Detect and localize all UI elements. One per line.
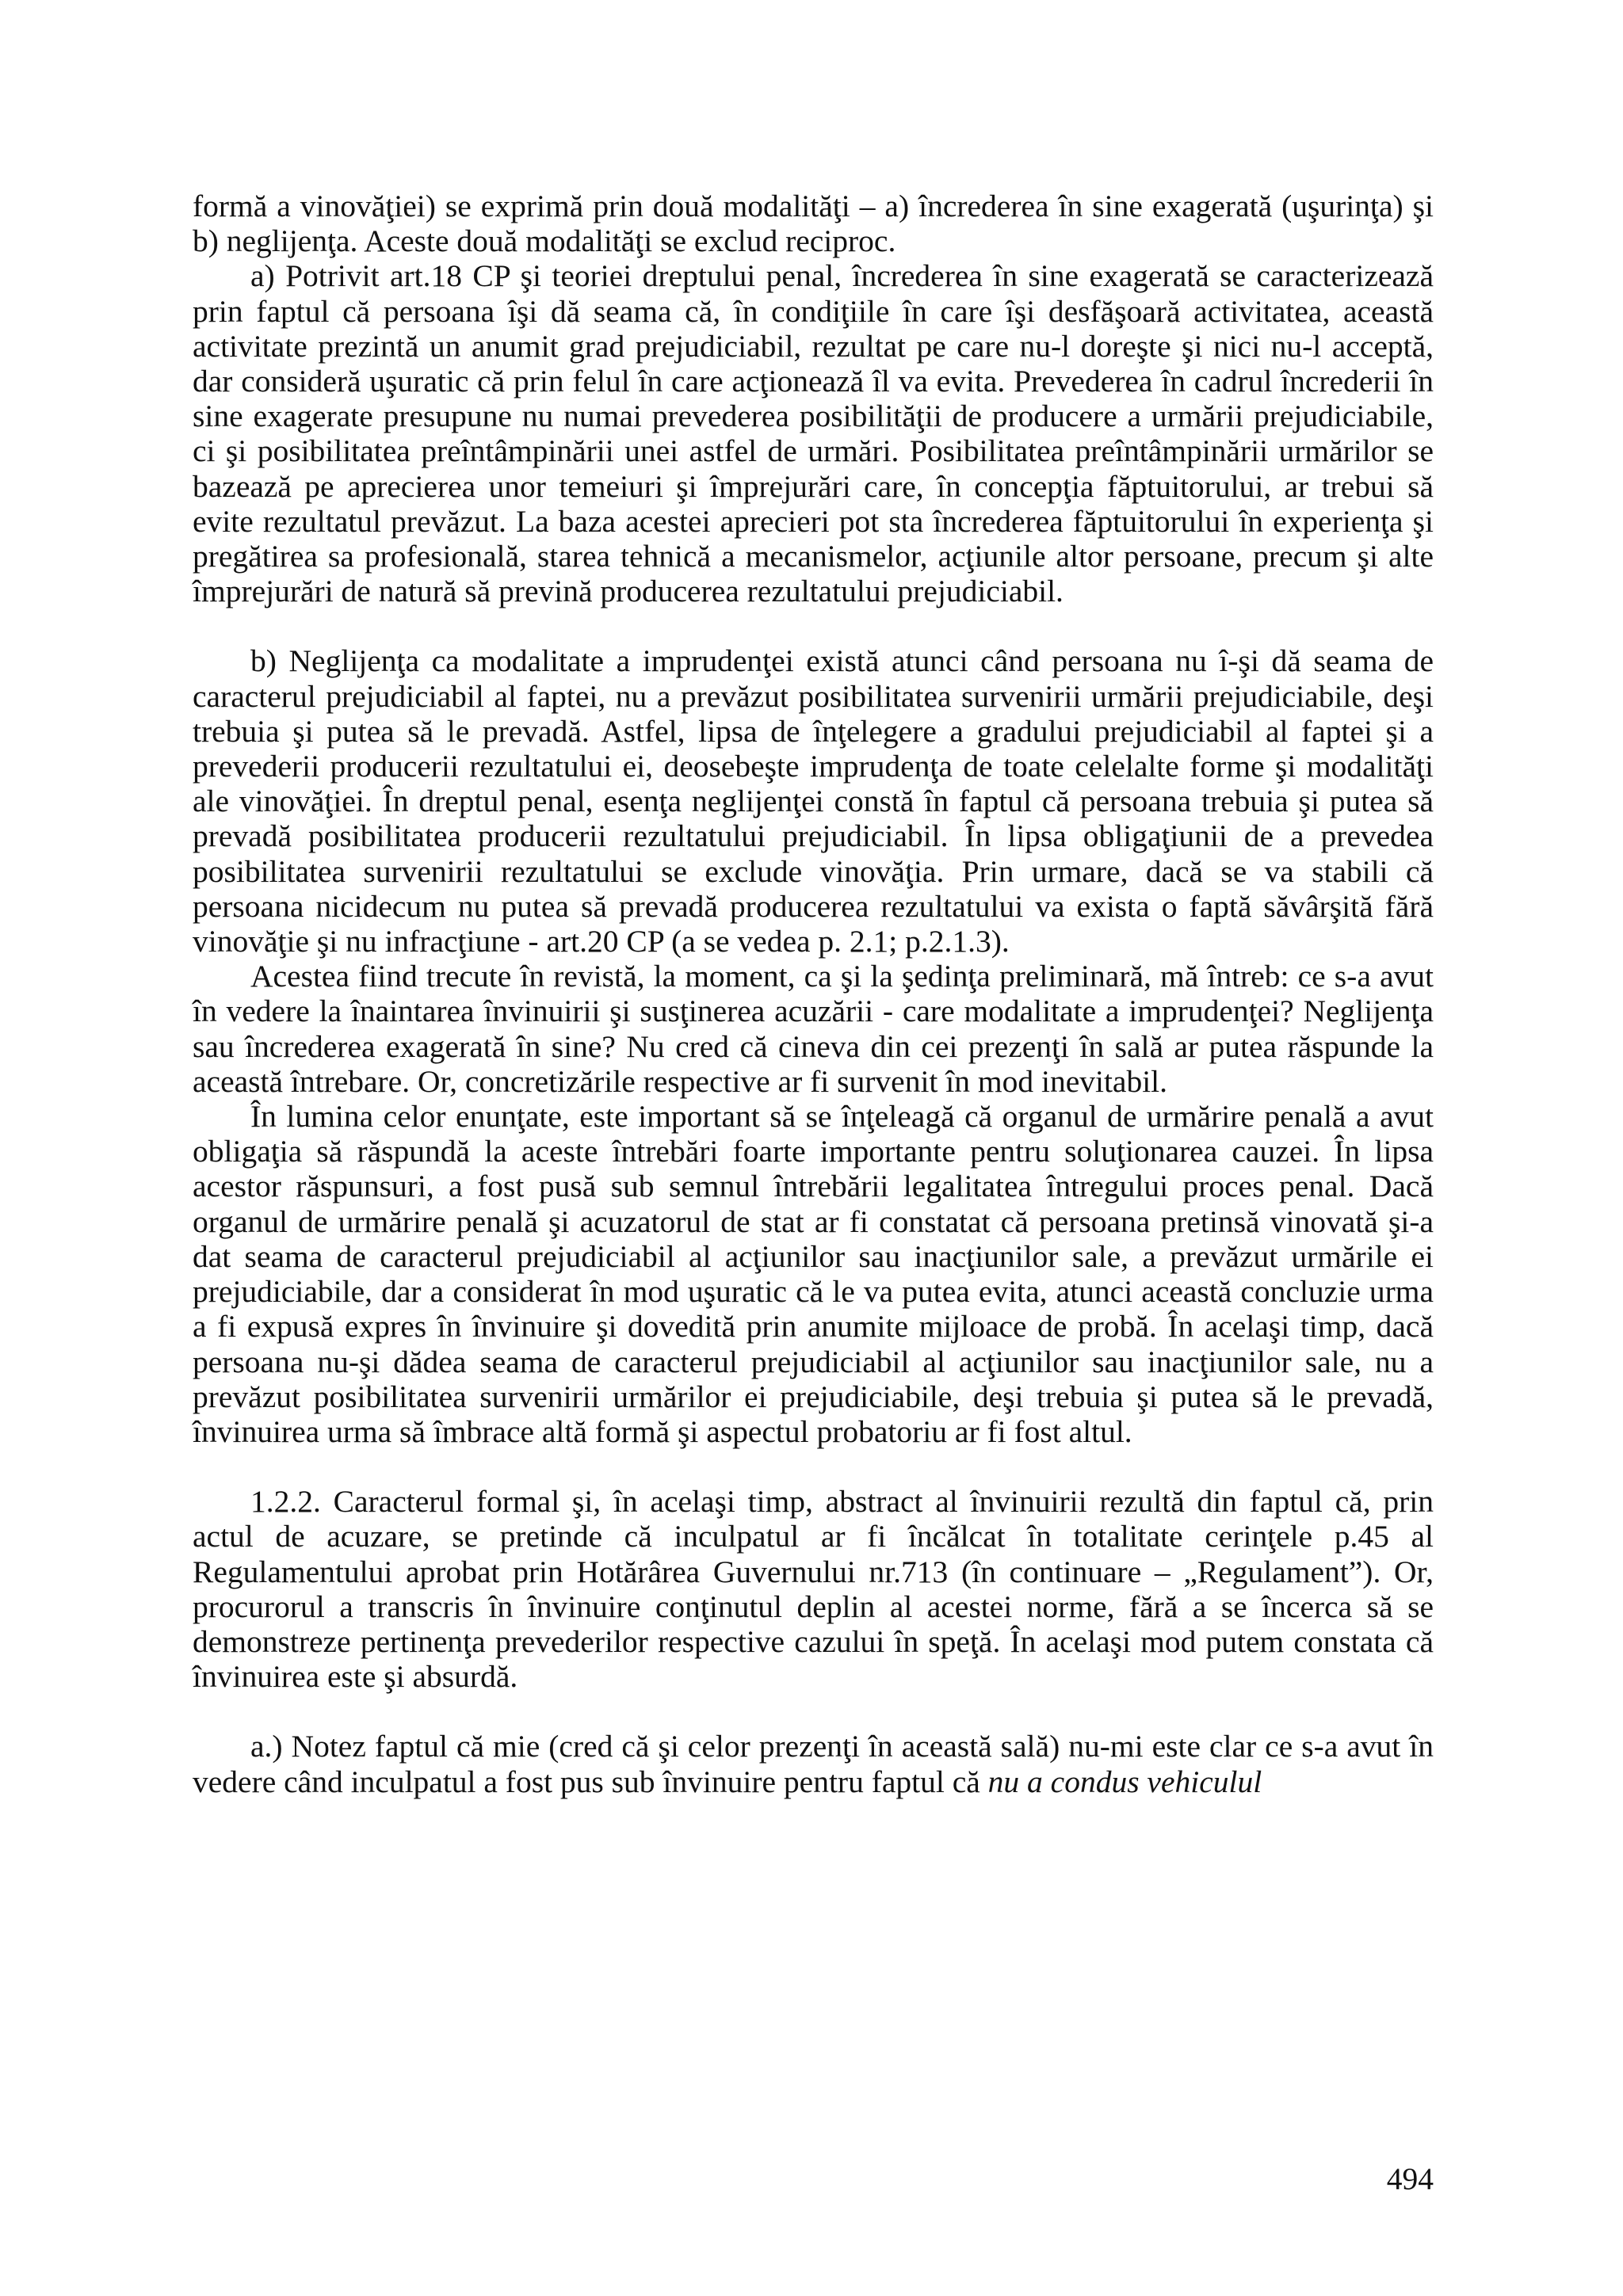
page-number: 494 — [1386, 2161, 1434, 2196]
paragraph-negligence: b) Neglijenţa ca modalitate a imprudenţei există atunci când persoana nu î-şi dă seama de caracterul prejudiciabil al faptei, nu a prevăzut posibilitatea survenirii urmării prejudiciabile, deşi trebuia şi putea să le prevadă. Astfel, lipsa de înţelegere a gradului prejudiciabil al faptei şi a prevederii producerii rezultatului ei, deosebeşte imprudenţa de toate celelalte forme şi modalităţi ale vinovăţiei. În dreptul penal, esenţa neglijenţei constă în faptul că persoana trebuia şi putea să prevadă posibilitatea producerii rezultatului prejudiciabil. În lipsa obligaţiunii de a prevedea posibilitatea survenirii rezultatului se exclude vinovăţia. Prin urmare, dacă se va stabili că persoana nicidecum nu putea să prevadă producerea rezultatului va exista o faptă săvârşită fără vinovăţie şi nu infracţiune - art.20 CP (a se vedea p. 2.1; p.2.1.3). — [193, 643, 1434, 959]
paragraph-section-1-2-2: 1.2.2. Caracterul formal şi, în acelaşi timp, abstract al învinuirii rezultă din faptul că, prin actul de acuzare, se pretinde că inculpatul ar fi încălcat în totalitate cerinţele p.45 al Regulamentului aprobat prin Hotărârea Guvernului nr.713 (în continuare – „Regulament”). Or, procurorul a transcris în învinuire conţinutul deplin al acestei norme, fără a se încerca să se demonstreze pertinenţa prevederilor respective cazului în speţă. În acelaşi mod putem constata că învinuirea este şi absurdă. — [193, 1484, 1434, 1695]
paragraph-note-a — [193, 1729, 1434, 1798]
paragraph-overconfidence: a) Potrivit art.18 CP şi teoriei dreptului penal, încrederea în sine exagerată se caracterizează prin faptul că persoana îşi dă seama că, în condiţiile în care îşi desfăşoară activitatea, această activitate prezintă un anumit grad prejudiciabil, rezultat pe care nu-l doreşte şi nici nu-l acceptă, dar consideră uşuratic că prin felul în care acţionează îl va evita. Prevederea în cadrul încrederii în sine exagerate presupune nu numai prevederea posibilităţii de producere a urmării prejudiciabile, ci şi posibilitatea preîntâmpinării unei astfel de urmări. Posibilitatea preîntâmpinării urmărilor se bazează pe aprecierea unor temeiuri şi împrejurări care, în concepţia făptuitorului, ar trebui să evite rezultatul prevăzut. La baza acestei aprecieri pot sta încrederea făptuitorului în experienţa şi pregătirea sa profesională, starea tehnică a mecanismelor, acţiunile altor persoane, precum şi alte împrejurări de natură să prevină producerea rezultatului prejudiciabil. — [193, 258, 1434, 609]
paragraph-note-a-italic: nu a condus vehiculul — [987, 1764, 1262, 1799]
paragraph-continuation: formă a vinovăţiei) se exprimă prin două modalităţi – a) încrederea în sine exagerată (uşurinţa) şi b) neglijenţa. Aceste două modalităţi se exclud reciproc. — [193, 189, 1434, 259]
document-body — [193, 189, 1434, 1799]
paragraph-note-a-text: a.) Notez faptul că mie (cred că şi celor prezenţi în această sală) nu-mi este clar ce s-a avut în vedere când inculpatul a fost pus sub învinuire pentru faptul că — [193, 1729, 1434, 1799]
paragraph-obligation: În lumina celor enunţate, este important să se înţeleagă că organul de urmărire penală a avut obligaţia să răspundă la aceste întrebări foarte importante pentru soluţionarea cauzei. În lipsa acestor răspunsuri, a fost pusă sub semnul întrebării legalitatea întregului proces penal. Dacă organul de urmărire penală şi acuzatorul de stat ar fi constatat că persoana pretinsă vinovată şi-a dat seama de caracterul prejudiciabil al acţiunilor sau inacţiunilor sale, a prevăzut urmările ei prejudiciabile, dar a considerat în mod uşuratic că le va putea evita, atunci această concluzie urma a fi expusă expres în învinuire şi dovedită prin anumite mijloace de probă. În acelaşi timp, dacă persoana nu-şi dădea seama de caracterul prejudiciabil al acţiunilor sau inacţiunilor sale, nu a prevăzut posibilitatea survenirii urmărilor ei prejudiciabile, deşi trebuia şi putea să le prevadă, învinuirea urma să îmbrace altă formă şi aspectul probatoriu ar fi fost altul. — [193, 1099, 1434, 1449]
paragraph-question: Acestea fiind trecute în revistă, la moment, ca şi la şedinţa preliminară, mă întreb: ce s-a avut în vedere la înaintarea învinuirii şi susţinerea acuzării - care modalitate a imprudenţei? Neglijenţa sau încrederea exagerată în sine? Nu cred că cineva din cei prezenţi în sală ar putea răspunde la această întrebare. Or, concretizările respective ar fi survenit în mod inevitabil. — [193, 959, 1434, 1099]
